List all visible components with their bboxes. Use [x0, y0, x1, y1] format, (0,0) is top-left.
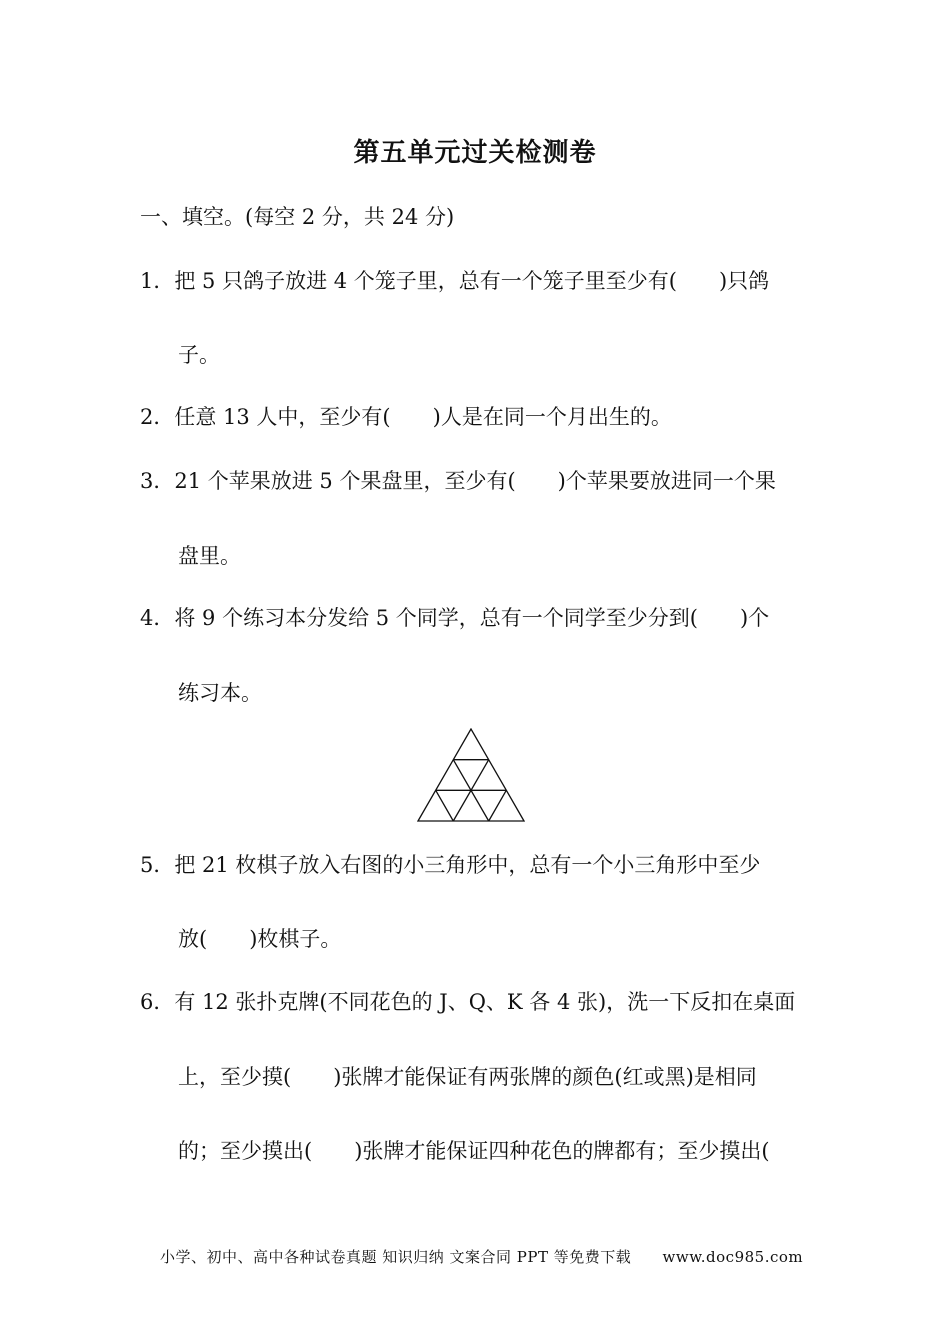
question-5-line-2: 放( )枚棋子。 — [178, 927, 342, 951]
question-2-line-1: 2．任意 13 人中，至少有( )人是在同一个月出生的。 — [140, 405, 672, 429]
question-6-line-1: 6．有 12 张扑克牌(不同花色的 J、Q、K 各 4 张)，洗一下反扣在桌面 — [140, 990, 796, 1014]
footer — [160, 1246, 803, 1267]
question-3-line-1: 3．21 个苹果放进 5 个果盘里，至少有( )个苹果要放进同一个果 — [140, 469, 776, 493]
question-6-line-2: 上，至少摸( )张牌才能保证有两张牌的颜色(红或黑)是相同 — [178, 1065, 757, 1089]
diagonal-line-2 — [436, 790, 454, 821]
question-1-line-2: 子。 — [178, 343, 220, 367]
footer-text: 小学、初中、高中各种试卷真题 知识归纳 文案合同 PPT 等免费下载 — [160, 1248, 632, 1266]
section-heading: 一、填空。(每空 2 分，共 24 分) — [140, 205, 455, 229]
question-1-line-1: 1．把 5 只鸽子放进 4 个笼子里，总有一个笼子里至少有( )只鸽 — [140, 269, 770, 293]
question-6-line-3: 的；至少摸出( )张牌才能保证四种花色的牌都有；至少摸出( — [178, 1139, 770, 1163]
diagonal-line-4 — [489, 790, 507, 821]
question-4-line-2: 练习本。 — [178, 681, 262, 705]
page-title: 第五单元过关检测卷 — [353, 138, 597, 168]
question-3-line-2: 盘里。 — [178, 544, 241, 568]
question-4-line-1: 4．将 9 个练习本分发给 5 个同学，总有一个同学至少分到( )个 — [140, 606, 770, 630]
question-5-line-1: 5．把 21 枚棋子放入右图的小三角形中，总有一个小三角形中至少 — [140, 853, 761, 877]
outer-triangle — [418, 729, 524, 821]
triangle-grid-figure — [417, 728, 525, 822]
footer-url[interactable]: www.doc985.com — [662, 1248, 804, 1266]
